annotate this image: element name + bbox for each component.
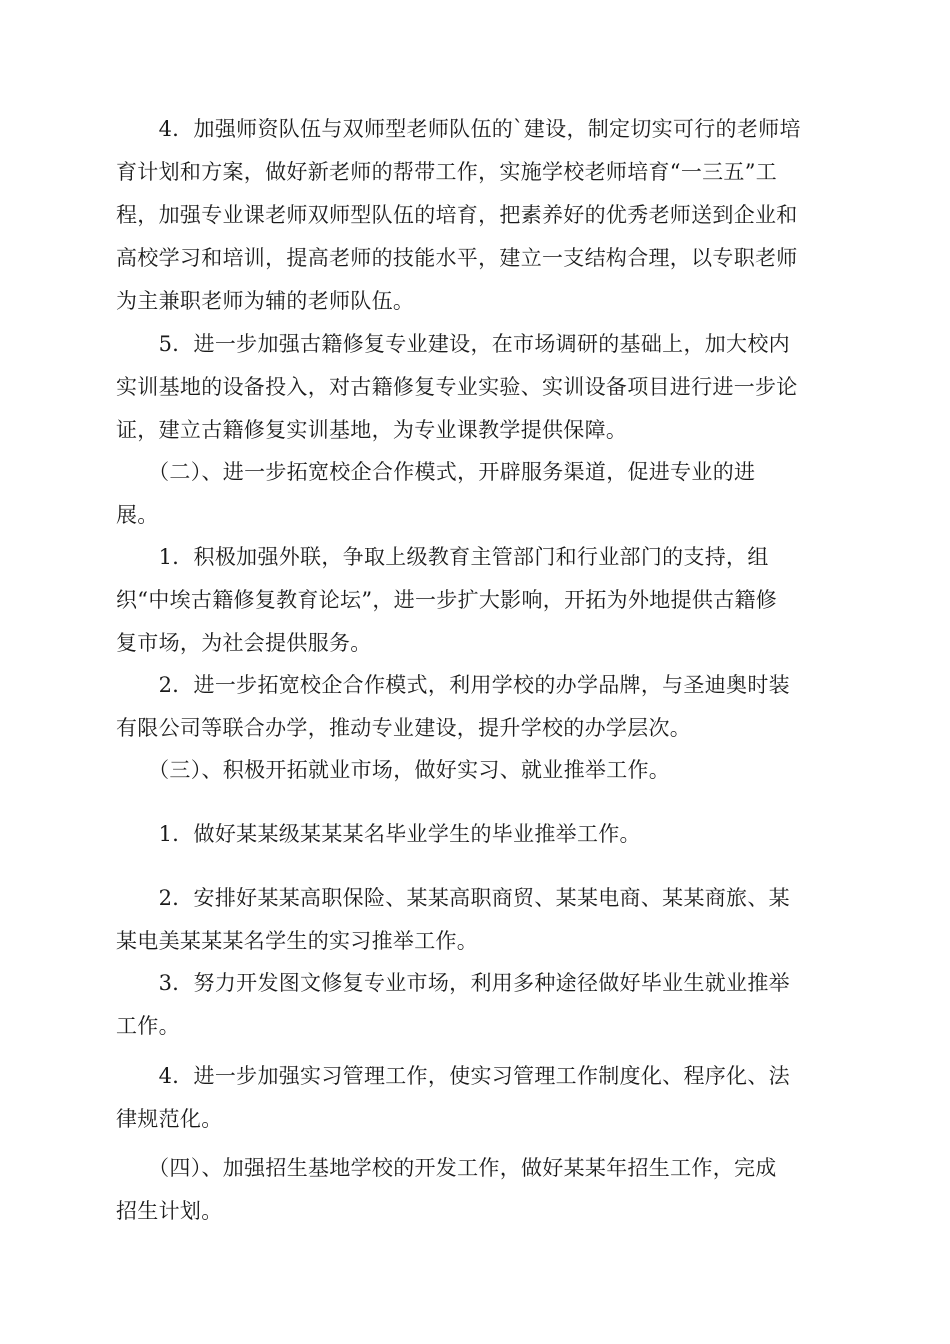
text-line: （二）、进一步拓宽校企合作模式，开辟服务渠道，促进专业的进 bbox=[116, 460, 756, 484]
text-line: 为主兼职老师为辅的老师队伍。 bbox=[116, 289, 415, 313]
text-line: 5．进一步加强古籍修复专业建设，在市场调研的基础上，加大校内 bbox=[116, 332, 790, 356]
paragraph-market-development bbox=[116, 962, 836, 1048]
text-line: 实训基地的设备投入，对古籍修复专业实验、实训设备项目进行进一步论 bbox=[116, 375, 798, 399]
text-line: 工作。 bbox=[116, 1014, 180, 1038]
text-line: 复市场，为社会提供服务。 bbox=[116, 631, 372, 655]
text-line: 律规范化。 bbox=[116, 1107, 223, 1131]
paragraph-internship-recommendation bbox=[116, 877, 836, 963]
section-heading-school-enterprise bbox=[116, 451, 836, 537]
text-line: 4．进一步加强实习管理工作，使实习管理工作制度化、程序化、法 bbox=[116, 1064, 790, 1088]
paragraph-ancient-books-repair bbox=[116, 323, 836, 452]
paragraph-graduate-recommendation bbox=[116, 813, 836, 856]
paragraph-joint-school bbox=[116, 664, 836, 750]
text-line: 3．努力开发图文修复专业市场，利用多种途径做好毕业生就业推举 bbox=[116, 971, 790, 995]
text-line: 招生计划。 bbox=[116, 1199, 223, 1223]
text-line: （四）、加强招生基地学校的开发工作，做好某某年招生工作，完成 bbox=[116, 1156, 777, 1180]
section-heading-enrollment bbox=[116, 1147, 836, 1233]
text-line: 4．加强师资队伍与双师型老师队伍的`建设，制定切实可行的老师培 bbox=[116, 117, 801, 141]
text-line: 1．做好某某级某某某名毕业学生的毕业推举工作。 bbox=[116, 822, 641, 846]
text-line: 高校学习和培训，提高老师的技能水平，建立一支结构合理，以专职老师 bbox=[116, 246, 798, 270]
text-line: 程，加强专业课老师双师型队伍的培育，把素养好的优秀老师送到企业和 bbox=[116, 203, 798, 227]
text-line: 育计划和方案，做好新老师的帮带工作，实施学校老师培育“一三五”工 bbox=[116, 160, 778, 184]
text-line: 展。 bbox=[116, 503, 159, 527]
section-heading-employment bbox=[116, 749, 836, 792]
text-line: 有限公司等联合办学，推动专业建设，提升学校的办学层次。 bbox=[116, 716, 692, 740]
text-line: 某电美某某某名学生的实习推举工作。 bbox=[116, 929, 479, 953]
text-line: 1．积极加强外联，争取上级教育主管部门和行业部门的支持，组 bbox=[116, 545, 769, 569]
text-line: 2．进一步拓宽校企合作模式，利用学校的办学品牌，与圣迪奥时装 bbox=[116, 673, 790, 697]
paragraph-external-liaison bbox=[116, 536, 836, 665]
text-line: 2．安排好某某高职保险、某某高职商贸、某某电商、某某商旅、某 bbox=[116, 886, 790, 910]
paragraph-internship-management bbox=[116, 1055, 836, 1141]
text-line: 织“中埃古籍修复教育论坛”，进一步扩大影响，开拓为外地提供古籍修 bbox=[116, 588, 778, 612]
text-line: （三）、积极开拓就业市场，做好实习、就业推举工作。 bbox=[116, 758, 671, 782]
text-line: 证，建立古籍修复实训基地，为专业课教学提供保障。 bbox=[116, 418, 628, 442]
paragraph-teacher-team bbox=[116, 108, 836, 323]
